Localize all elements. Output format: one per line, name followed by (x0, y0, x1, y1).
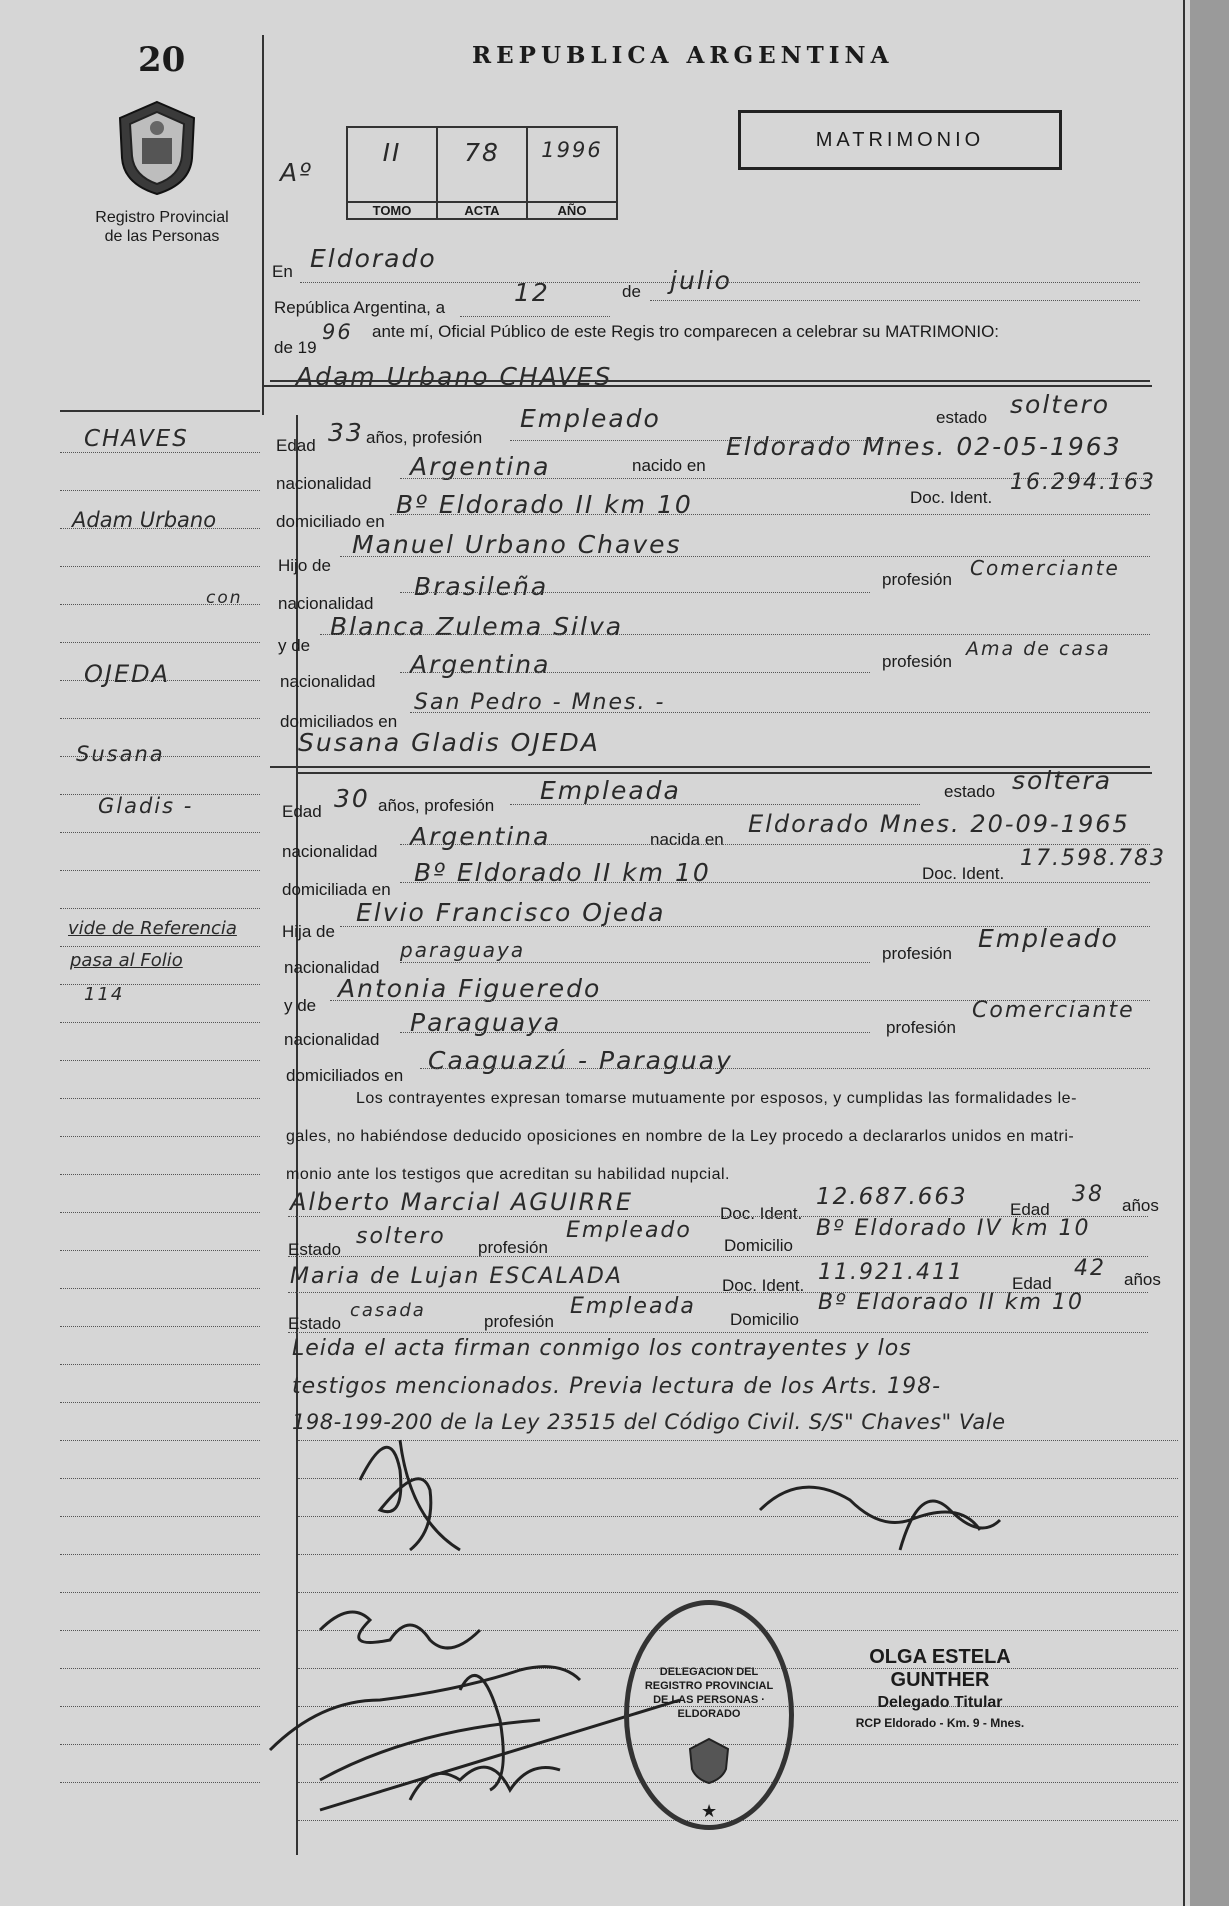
margin-ruled-line (60, 642, 260, 643)
acta-cell (438, 128, 528, 218)
signature-3 (270, 1667, 580, 1790)
margin-note2: pasa al Folio (70, 950, 183, 971)
groom-domicilio: Bº Eldorado II km 10 (396, 490, 693, 519)
witness2-prof-label: profesión (484, 1312, 554, 1331)
groom-dom-padres-line (410, 712, 1150, 713)
formalities-text (286, 1080, 1166, 1194)
margin-ruled-line (60, 1060, 260, 1061)
officer-title: Delegado Titular (877, 1694, 1003, 1711)
margin-ruled-line (60, 1288, 260, 1289)
margin-ruled-line (60, 946, 260, 947)
bride-domicilio: Bº Eldorado II km 10 (414, 858, 711, 887)
signature-5 (760, 1487, 1000, 1550)
place-value: Eldorado (310, 244, 437, 273)
groom-padre-nac-line (400, 592, 870, 593)
tomo-cell (348, 128, 438, 218)
witness2-dom-label: Domicilio (730, 1310, 799, 1329)
signature-1 (360, 1440, 460, 1550)
tomo-acta-ano-box (346, 126, 618, 220)
witness1-prof-label: profesión (478, 1238, 548, 1257)
margin-ruled-line (60, 452, 260, 453)
bride-estado: soltera (1012, 766, 1113, 795)
groom-madre-nac: Argentina (410, 650, 551, 679)
bride-madre-nac-line (400, 1032, 870, 1033)
witness1-dom-label: Domicilio (724, 1236, 793, 1255)
witness2-anos-label: años (1124, 1270, 1161, 1289)
groom-madre-nac-line (400, 672, 870, 673)
witness1-dom: Bº Eldorado IV km 10 (816, 1216, 1091, 1241)
intro-text: ante mí, Oficial Público de este Regis tro comparecen a celebrar su MATRIMONIO: (372, 322, 1000, 341)
groom-estado: soltero (1010, 390, 1111, 419)
groom-nacido-label: nacido en (632, 456, 706, 475)
seal-emblem-icon (684, 1735, 734, 1785)
closing-line1: Leida el acta firman conmigo los contrayentes y los (292, 1336, 912, 1361)
bride-dom-line (400, 882, 1150, 883)
bride-anos-profesion-label: años, profesión (378, 796, 495, 815)
month-line (650, 300, 1140, 301)
margin-ruled-line (60, 1744, 260, 1745)
groom-estado-label: estado (936, 408, 988, 427)
bride-edad: 30 (334, 784, 370, 813)
registry-line2: de las Personas (104, 228, 220, 245)
groom-padre-prof: Comerciante (970, 556, 1120, 580)
prefix-handwritten: Aº (280, 158, 313, 187)
witness2-dom: Bº Eldorado II km 10 (818, 1290, 1084, 1315)
registry-line1: Registro Provincial (95, 209, 229, 226)
bride-padre-prof: Empleado (978, 924, 1119, 953)
bride-dom-padres-line (420, 1068, 1150, 1069)
bride-edad-label: Edad (282, 802, 322, 821)
formalities-line2: gales, no habiéndose deducido oposiciones en nombre de la Ley procedo a declararlos unidos en matri- (286, 1128, 1075, 1145)
signature-2 (320, 1612, 480, 1648)
bride-nacida: Eldorado Mnes. 20-09-1965 (748, 810, 1130, 838)
groom-padre-nac: Brasileña (414, 572, 549, 601)
margin-given2b: Gladis - (98, 794, 194, 818)
bride-madre-prof: Comerciante (972, 998, 1135, 1023)
margin-ruled-line (60, 566, 260, 567)
groom-profesion: Empleado (520, 404, 661, 433)
witness2-doc: 11.921.411 (818, 1260, 964, 1285)
margin-ruled-line (60, 1250, 260, 1251)
ano-caption: AÑO (528, 201, 616, 218)
witness1-name: Alberto Marcial AGUIRRE (290, 1188, 633, 1216)
groom-edad-label: Edad (276, 436, 316, 455)
margin-ruled-line (60, 908, 260, 909)
margin-ruled-line (60, 1554, 260, 1555)
groom-padre-prof-label: profesión (882, 570, 952, 589)
bride-madre: Antonia Figueredo (338, 974, 602, 1003)
witness2-edad-label: Edad (1012, 1274, 1052, 1293)
groom-doc: 16.294.163 (1010, 470, 1156, 495)
bride-madre-prof-label: profesión (886, 1018, 956, 1037)
republica-label: República Argentina, a (274, 298, 446, 317)
witness2-name: Maria de Lujan ESCALADA (290, 1264, 623, 1289)
groom-edad: 33 (328, 418, 364, 447)
acta-value: 78 (464, 138, 500, 167)
groom-name-rule (270, 380, 1150, 382)
formalities-line3: monio ante los testigos que acreditan su habilidad nupcial. (286, 1166, 730, 1183)
groom-nac-label: nacionalidad (276, 474, 372, 493)
bride-profesion-line (510, 804, 920, 805)
groom-hijo-label: Hijo de (278, 556, 331, 575)
groom-padre: Manuel Urbano Chaves (352, 530, 682, 559)
bride-estado-label: estado (944, 782, 996, 801)
groom-full-name: Adam Urbano CHAVES (296, 362, 613, 391)
bride-dom-padres: Caaguazú - Paraguay (428, 1046, 733, 1075)
groom-yde-label: y de (278, 636, 311, 655)
margin-surname2: OJEDA (84, 660, 171, 688)
act-type-label: MATRIMONIO (815, 129, 985, 151)
right-margin-rule (1183, 0, 1185, 1906)
groom-dom-label: domiciliado en (276, 512, 385, 531)
margin-ruled-line (60, 1098, 260, 1099)
margin-ruled-line (60, 1478, 260, 1479)
witness1-doc-label: Doc. Ident. (720, 1204, 803, 1223)
groom-padre-nac-label: nacionalidad (278, 594, 374, 613)
groom-dom-line (390, 514, 1150, 515)
bride-padre-nac-line (400, 962, 870, 963)
groom-doc-label: Doc. Ident. (910, 488, 993, 507)
officer-stamp (820, 1646, 1060, 1730)
groom-madre-line (320, 634, 1150, 635)
witness2-estado: casada (350, 1300, 426, 1321)
bride-dom-padres-label: domiciliados en (286, 1066, 404, 1085)
margin-ruled-line (60, 1022, 260, 1023)
margin-given1: Adam Urbano (72, 508, 217, 532)
margin-ruled-line (60, 1630, 260, 1631)
margin-ruled-line (60, 1440, 260, 1441)
bride-profesion: Empleada (540, 776, 681, 805)
margin-note1: vide de Referencia (68, 918, 237, 939)
witness1-anos-label: años (1122, 1196, 1159, 1215)
page-number: 20 (138, 40, 186, 80)
bride-padre-nac: paraguaya (400, 938, 526, 962)
closing-line2: testigos mencionados. Previa lectura de los Arts. 198- (292, 1374, 942, 1399)
month-value: julio (670, 266, 732, 295)
margin-ruled-line (60, 870, 260, 871)
ano-cell (528, 128, 616, 218)
margin-ruled-line (60, 1668, 260, 1669)
margin-ruled-line (60, 1592, 260, 1593)
margin-rule-top (262, 35, 264, 415)
bride-nacida-label: nacida en (650, 830, 724, 849)
seal-text: DELEGACION DEL REGISTRO PROVINCIAL DE LAS PERSONAS · ELDORADO (644, 1666, 774, 1720)
coat-of-arms-icon (112, 98, 202, 198)
act-type-box (738, 110, 1062, 170)
ano-value: 1996 (541, 138, 603, 162)
groom-madre-prof-label: profesión (882, 652, 952, 671)
margin-ruled-line (60, 718, 260, 719)
margin-given2a: Susana (76, 742, 165, 766)
officer-name: OLGA ESTELA GUNTHER (869, 1646, 1011, 1691)
witness2-prof: Empleada (570, 1294, 696, 1319)
margin-ruled-line (60, 1516, 260, 1517)
groom-anos-profesion-label: años, profesión (366, 428, 483, 447)
margin-ruled-line (60, 832, 260, 833)
groom-dom-padres-label: domiciliados en (280, 712, 398, 731)
witness1-prof: Empleado (566, 1218, 692, 1243)
bride-full-name: Susana Gladis OJEDA (298, 728, 600, 757)
bride-doc-label: Doc. Ident. (922, 864, 1005, 883)
margin-surname1: CHAVES (84, 426, 189, 452)
year-prefix-label: de 19 (274, 338, 317, 357)
witness1-doc: 12.687.663 (816, 1184, 968, 1210)
witness1-estado: soltero (356, 1224, 446, 1249)
margin-ruled-line (60, 1326, 260, 1327)
witness2-doc-label: Doc. Ident. (722, 1276, 805, 1295)
year-suffix-value: 96 (322, 320, 353, 344)
groom-madre-prof: Ama de casa (966, 638, 1111, 660)
bride-nac-label: nacionalidad (282, 842, 378, 861)
bride-hija-label: Hija de (282, 922, 335, 941)
margin-ruled-line (60, 1136, 260, 1137)
bride-nac-line (400, 844, 1150, 845)
margin-con: con (206, 588, 243, 608)
closing-line3: 198-199-200 de la Ley 23515 del Código Civil. S/S" Chaves" Vale (292, 1410, 1006, 1434)
country-title: REPUBLICA ARGENTINA (472, 42, 894, 69)
bride-yde-label: y de (284, 996, 317, 1015)
bride-madre-nac: Paraguaya (410, 1008, 562, 1037)
tomo-caption: TOMO (348, 201, 436, 218)
officer-office: RCP Eldorado - Km. 9 - Mnes. (855, 1716, 1025, 1730)
page-edge (1190, 0, 1229, 1906)
bride-padre-nac-label: nacionalidad (284, 958, 380, 977)
margin-ruled-line (60, 1212, 260, 1213)
official-seal (624, 1600, 794, 1830)
margin-ruled-line (60, 1402, 260, 1403)
groom-madre-nac-label: nacionalidad (280, 672, 376, 691)
groom-nacionalidad: Argentina (410, 452, 551, 481)
witness1-estado-label: Estado (288, 1240, 341, 1259)
groom-section-rule (262, 385, 1152, 387)
margin-rule-groom (60, 410, 260, 412)
bride-madre-nac-label: nacionalidad (284, 1030, 380, 1049)
bride-nacionalidad: Argentina (410, 822, 551, 851)
groom-madre: Blanca Zulema Silva (330, 612, 624, 641)
margin-ruled-line (60, 1706, 260, 1707)
bride-doc: 17.598.783 (1020, 846, 1166, 871)
formalities-line1: Los contrayentes expresan tomarse mutuamente por esposos, y cumplidas las formalidades le- (356, 1090, 1077, 1107)
bride-padre: Elvio Francisco Ojeda (356, 898, 666, 927)
groom-dom-padres: San Pedro - Mnes. - (414, 690, 666, 715)
seal-star-icon: ★ (701, 1801, 718, 1821)
witness1-edad-label: Edad (1010, 1200, 1050, 1219)
witness2-line2 (288, 1332, 1148, 1333)
en-label: En (272, 262, 293, 281)
day-value: 12 (514, 278, 550, 307)
day-line (460, 316, 610, 317)
groom-nacido: Eldorado Mnes. 02-05-1963 (726, 432, 1122, 461)
registry-label (72, 208, 252, 246)
margin-ruled-line (60, 490, 260, 491)
margin-ruled-line (60, 1174, 260, 1175)
acta-caption: ACTA (438, 201, 526, 218)
witness1-line2 (288, 1256, 1148, 1257)
witness1-edad: 38 (1072, 1182, 1104, 1207)
witness2-edad: 42 (1074, 1256, 1106, 1281)
de-label: de (622, 282, 641, 301)
bride-padre-prof-label: profesión (882, 944, 952, 963)
margin-ruled-line (60, 1364, 260, 1365)
tomo-value: II (382, 138, 402, 167)
witness2-estado-label: Estado (288, 1314, 341, 1333)
margin-note3: 114 (84, 984, 125, 1005)
margin-ruled-line (60, 1782, 260, 1783)
bride-dom-label: domiciliada en (282, 880, 391, 899)
